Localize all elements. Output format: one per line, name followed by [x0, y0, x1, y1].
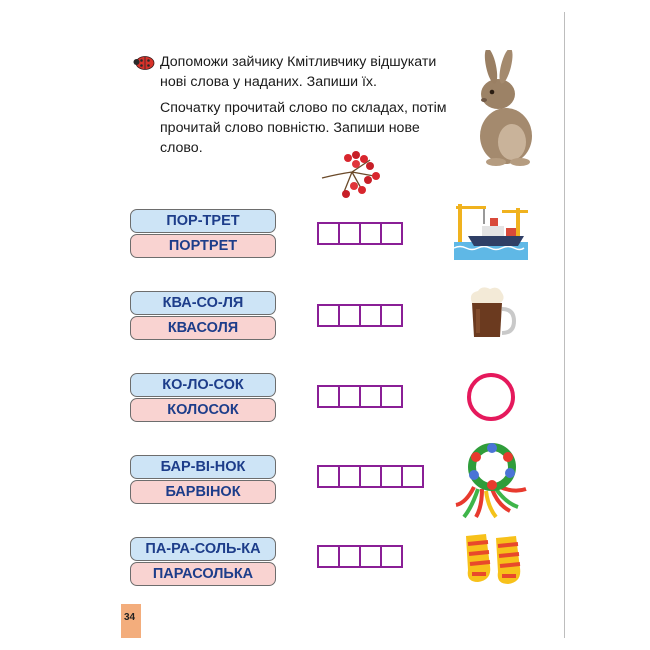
rabbit-icon: [466, 50, 536, 168]
instructions: [160, 52, 460, 164]
answer-box[interactable]: [359, 222, 382, 245]
answer-box[interactable]: [317, 465, 340, 488]
answer-box[interactable]: [380, 304, 403, 327]
syllables-label: БАР-ВІ-НОК: [130, 455, 276, 479]
answer-box[interactable]: [317, 304, 340, 327]
answer-box[interactable]: [380, 222, 403, 245]
exercise-row-4: [130, 455, 280, 505]
socks-icon: [460, 530, 530, 590]
answer-box[interactable]: [401, 465, 424, 488]
answer-box[interactable]: [359, 545, 382, 568]
answer-boxes-1: [317, 222, 401, 245]
answer-box[interactable]: [359, 465, 382, 488]
answer-box[interactable]: [317, 385, 340, 408]
port-icon: [446, 198, 536, 260]
ladybug-icon: [133, 54, 155, 70]
instruction-line-1: Допоможи зайчику Кмітливчику відшукати нові слова у наданих. Запиши їх.: [160, 54, 437, 90]
exercise-row-1: [130, 209, 280, 259]
word-label: ПАРАСОЛЬКА: [130, 562, 276, 586]
word-label: КВАСОЛЯ: [130, 316, 276, 340]
word-label: БАРВІНОК: [130, 480, 276, 504]
answer-box[interactable]: [338, 545, 361, 568]
kvas-mug-icon: [462, 285, 518, 341]
word-label: ПОРТРЕТ: [130, 234, 276, 258]
exercise-row-3: [130, 373, 280, 423]
exercise-row-5: [130, 537, 280, 587]
answer-boxes-4: [317, 465, 422, 488]
answer-box[interactable]: [338, 304, 361, 327]
answer-box[interactable]: [317, 545, 340, 568]
syllables-label: КВА-СО-ЛЯ: [130, 291, 276, 315]
answer-box[interactable]: [380, 385, 403, 408]
answer-box[interactable]: [338, 465, 361, 488]
syllables-label: ПА-РА-СОЛЬ-КА: [130, 537, 276, 561]
berries-icon: [318, 150, 382, 200]
instruction-line-2: Спочатку прочитай слово по складах, потім прочитай слово повністю. Запиши нове слово.: [160, 100, 447, 156]
answer-box[interactable]: [359, 304, 382, 327]
page-number-tab: [121, 604, 141, 638]
ring-icon: [464, 370, 518, 424]
wreath-icon: [452, 443, 532, 521]
answer-boxes-3: [317, 385, 401, 408]
answer-box[interactable]: [338, 222, 361, 245]
answer-boxes-2: [317, 304, 401, 327]
answer-box[interactable]: [317, 222, 340, 245]
word-label: КОЛОСОК: [130, 398, 276, 422]
page-number: 34: [124, 612, 136, 623]
answer-box[interactable]: [338, 385, 361, 408]
page-edge-line: [564, 12, 565, 638]
syllables-label: ПОР-ТРЕТ: [130, 209, 276, 233]
answer-box[interactable]: [380, 465, 403, 488]
exercise-row-2: [130, 291, 280, 341]
syllables-label: КО-ЛО-СОК: [130, 373, 276, 397]
answer-box[interactable]: [359, 385, 382, 408]
answer-boxes-5: [317, 545, 401, 568]
answer-box[interactable]: [380, 545, 403, 568]
